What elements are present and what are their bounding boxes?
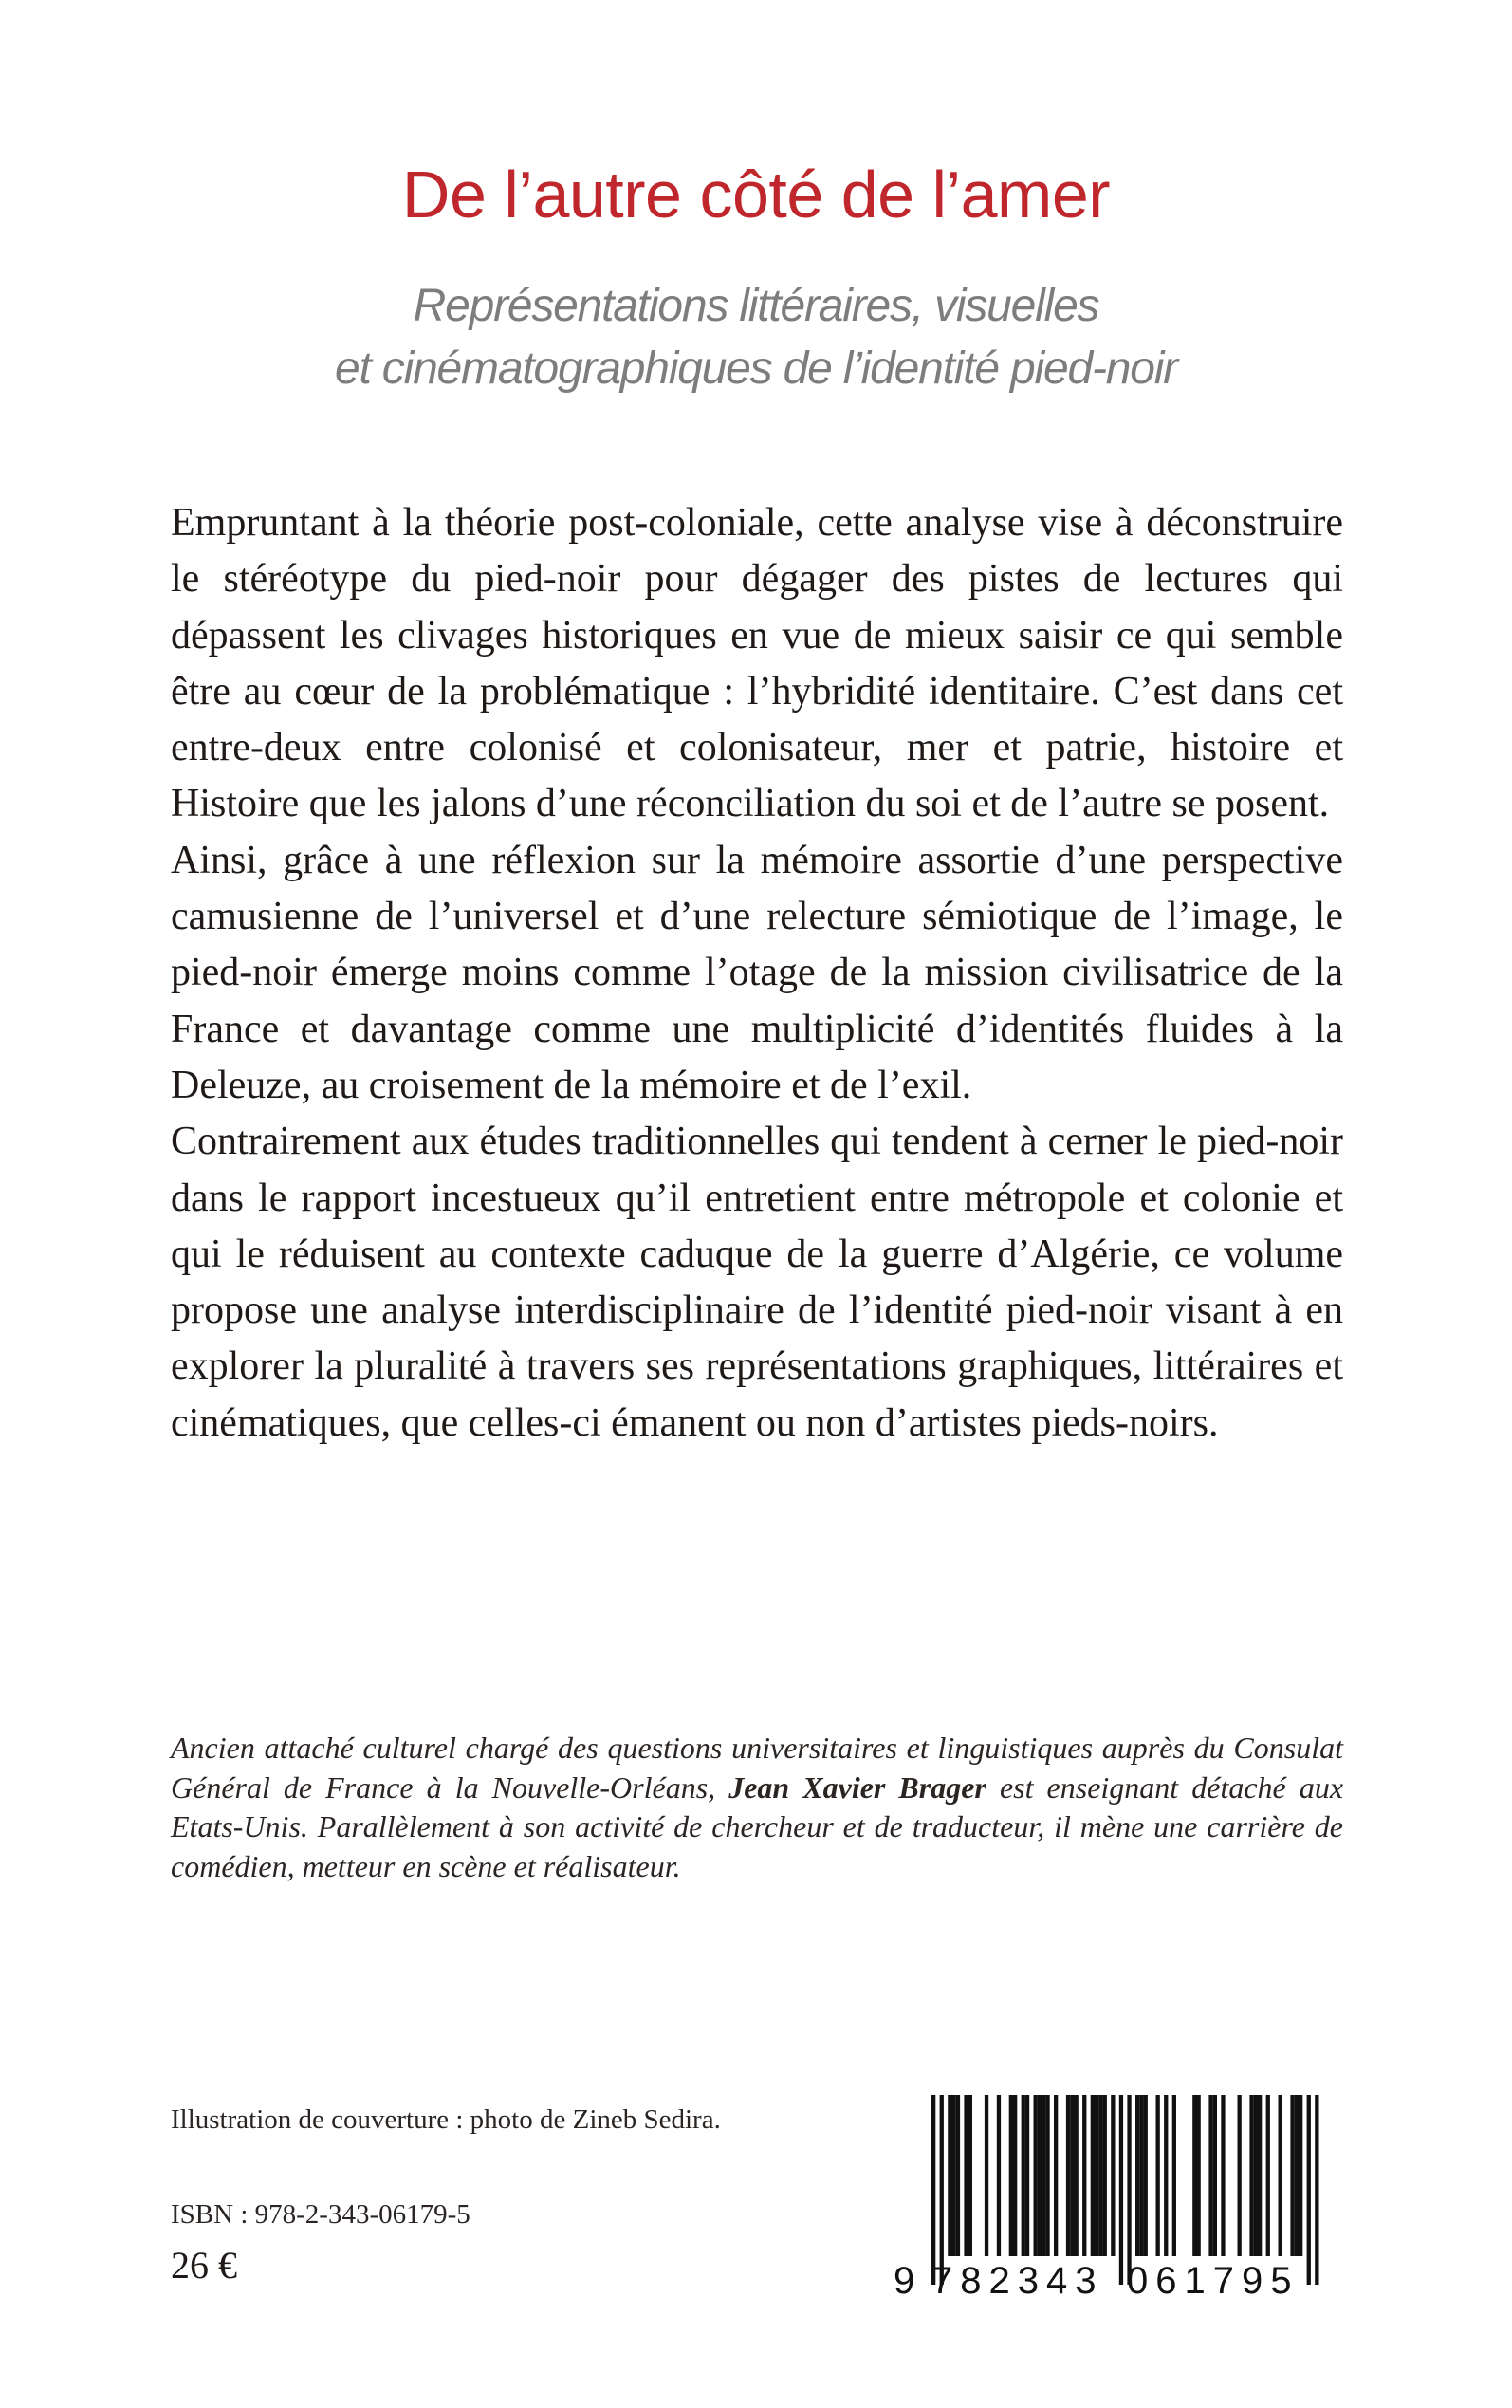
barcode-bar [931,2095,935,2285]
barcode-bar [1315,2095,1318,2285]
barcode-bar [1022,2095,1025,2256]
barcode-bar [997,2095,1001,2256]
barcode-bar [1197,2095,1201,2256]
barcode-bar [1135,2095,1139,2256]
isbn: ISBN : 978-2-343-06179-5 [171,2199,470,2230]
barcode-digits-right: 061795 [1127,2260,1300,2302]
subtitle-line-1: Représentations littéraires, visuelles [413,281,1099,331]
barcode-bar [1172,2095,1176,2256]
barcode-bar [940,2095,944,2285]
barcode-bar [1066,2095,1070,2256]
barcode-bar [1238,2095,1242,2256]
barcode-bar [1192,2095,1196,2256]
barcode-bar [1307,2095,1311,2285]
barcode-bar [1164,2095,1168,2256]
author-bio-details: est enseignant détaché aux Etats-Unis. Parallèlement à son activité de chercheur et de traducteur, il mène une carrière de comédien, metteur en scène et réalisateur. [171,1769,1344,1883]
book-title: De l’autre côté de l’amer [401,157,1111,232]
barcode-bar [956,2095,960,2256]
barcode-bar [964,2095,968,2256]
barcode-bar [1070,2095,1074,2256]
barcode-bar [1025,2095,1029,2256]
barcode-bar [1103,2095,1107,2256]
barcode-bar [1299,2095,1302,2256]
barcode-bar [1111,2095,1115,2256]
summary-text [171,495,1343,1452]
barcode-bar [968,2095,972,2256]
barcode-bar [1119,2095,1123,2285]
barcode-bar [1258,2095,1262,2256]
barcode-bar [1054,2095,1058,2256]
barcode-bar [1221,2095,1225,2256]
barcode-bar [1042,2095,1045,2256]
barcode-bar [1213,2095,1217,2256]
barcode-bar [1082,2095,1086,2256]
barcode-bar [1279,2095,1282,2256]
barcode-bar [1144,2095,1148,2256]
price: 26 € [171,2244,237,2287]
barcode-bar [1266,2095,1270,2256]
barcode-bar [985,2095,988,2256]
author-bio [171,1729,1343,1886]
barcode-bar [1127,2095,1131,2285]
barcode-bar [1045,2095,1049,2256]
barcode-bar [948,2095,951,2256]
barcode-bar [1009,2095,1013,2256]
summary-paragraph: Ainsi, grâce à une réflexion sur la mémoire assortie d’une perspective camusienne de l’universel et d’une relecture sémiotique de l’image, le pied-noir émerge moins comme l’otage de la mission civilisatrice de la France et davantage comme une multiplicité d’identités fluides à la Deleuze, au croisement de la mémoire et de l’exil. [171,838,1343,1107]
barcode-digits [894,2260,1343,2306]
barcode-bar [1249,2095,1253,2256]
barcode-bar [1013,2095,1017,2256]
barcode-bar [1156,2095,1160,2256]
summary-paragraph: Empruntant à la théorie post-coloniale, cette analyse vise à déconstruire le stéréotype du pied-noir pour dégager des pistes de lectures qui dépassent les clivages historiques en vue de mieux saisir ce qui semble être au cœur de la problématique : l’hybridité identitaire. C’est dans cet entre-deux entre colonisé et colonisateur, mer et patrie, histoire et Histoire que les jalons d’une réconciliation du soi et de l’autre se posent. [171,501,1343,826]
barcode-bar [1254,2095,1258,2256]
author-bio-intro: Ancien attaché culturel chargé des questions universitaires et linguistiques auprès du Consulat Général de France à la Nouvelle-Orléans, [171,1731,1343,1805]
barcode-bar [1139,2095,1143,2256]
subtitle-line-2: et cinématographiques de l’identité pied-noir [335,343,1177,394]
barcode-digits-left: 782343 [931,2260,1104,2302]
barcode-bar [952,2095,956,2256]
barcode-bar [1098,2095,1102,2256]
barcode-bar [1095,2095,1098,2256]
barcode-bar [1034,2095,1038,2256]
barcode-bar [1295,2095,1299,2256]
barcode-bar [1091,2095,1095,2256]
book-subtitle [0,275,1512,400]
barcode-digit-first: 9 [894,2260,915,2302]
barcode-bar [1290,2095,1294,2256]
author-name: Jean Xavier Brager [728,1769,986,1805]
barcode-bar [1208,2095,1212,2256]
barcode-bar [1038,2095,1042,2256]
barcode-bar [1075,2095,1079,2256]
summary-paragraph: Contrairement aux études traditionnelles qui tendent à cerner le pied-noir dans le rapport incestueux qu’il entretient entre métropole et colonie et qui le réduisent au contexte caduque de la guerre d’Algérie, ce volume propose une analyse interdisciplinaire de l’identité pied-noir visant à en explorer la pluralité à travers ses représentations graphiques, littéraires et cinématiques, que celles-ci émanent ou non d’artistes pieds-noirs. [171,1120,1343,1445]
illustration-credit: Illustration de couverture : photo de Zineb Sedira. [171,2104,721,2135]
